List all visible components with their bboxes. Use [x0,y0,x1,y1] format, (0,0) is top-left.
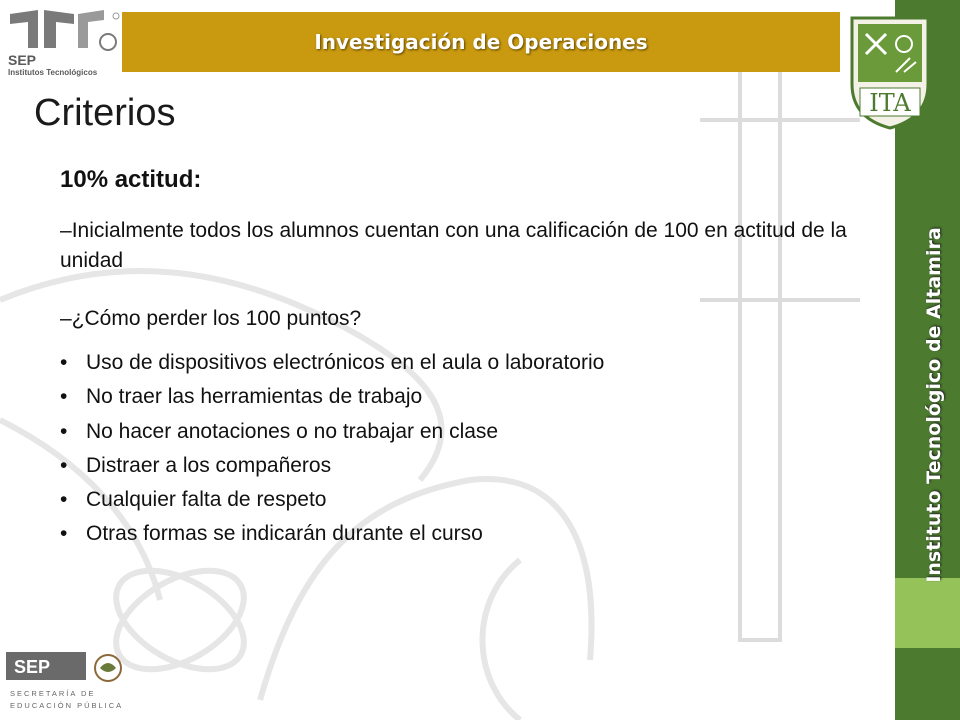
bullet-marker: • [60,488,68,512]
dash-marker: – [60,307,72,330]
bullet-text: Cualquier falta de respeto [86,488,327,512]
dash-marker: – [60,219,72,242]
educacion-publica-text: EDUCACIÓN PÚBLICA [10,701,124,710]
sep-bottom-text: SEP [14,657,51,677]
bullet-marker: • [60,453,68,477]
section-subheading: 10% actitud: [60,166,202,193]
paragraph-initial-grade [60,216,860,276]
institute-vertical-label: Instituto Tecnológico de Altamira [923,227,945,583]
right-band-accent [895,578,960,648]
bullet-text: Distraer a los compañeros [86,453,332,477]
header-bar [122,12,840,72]
list-item [60,415,604,449]
criteria-bullet-list [60,346,604,552]
slide-title: Criterios [34,92,176,134]
list-item [60,483,604,517]
bullet-text: Otras formas se indicarán durante el curso [86,522,483,546]
paragraph-text: ¿Cómo perder los 100 puntos? [71,307,362,330]
list-item [60,346,604,380]
institutos-logo-text: Institutos Tecnológicos [8,68,98,77]
list-item [60,517,604,551]
sep-secretaria-logo [6,652,128,714]
bullet-marker: • [60,522,68,546]
bullet-marker: • [60,419,68,443]
bullet-text: No traer las herramientas de trabajo [86,385,423,409]
list-item [60,380,604,414]
list-item [60,449,604,483]
paragraph-question [60,304,860,334]
bullet-text: Uso de dispositivos electrónicos en el aula o laboratorio [86,351,605,374]
bullet-marker: • [60,385,68,409]
bullet-marker: • [60,351,68,374]
ita-shield-logo [846,14,934,130]
bullet-text: No hacer anotaciones o no trabajar en clase [86,419,499,443]
paragraph-text: Inicialmente todos los alumnos cuentan con una calificación de 100 en actitud de la unidad [60,219,847,272]
course-title: Investigación de Operaciones [314,30,648,54]
secretaria-text: SECRETARÍA DE [10,689,96,698]
sep-emblem-icon [4,8,122,54]
sep-institutos-logo [4,8,122,77]
sep-logo-text: SEP [8,52,37,68]
ita-logo-text: ITA [869,89,911,117]
